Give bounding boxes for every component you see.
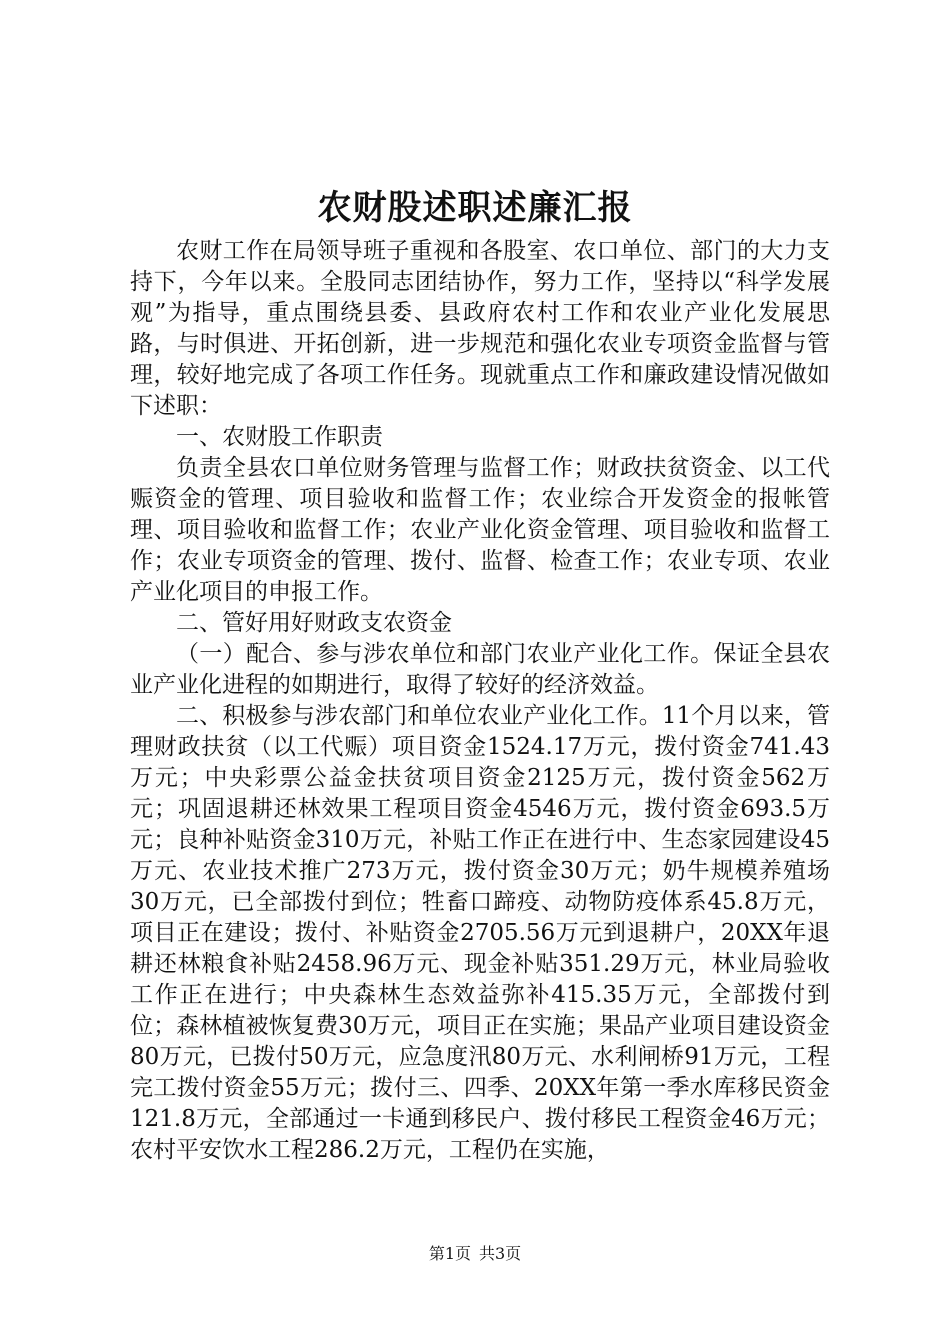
- page-footer: [0, 1243, 950, 1265]
- paragraph-intro: 农财工作在局领导班子重视和各股室、农口单位、部门的大力支持下，今年以来。全股同志团结协作，努力工作，坚持以“科学发展观”为指导，重点围绕县委、县政府农村工作和农业产业化发展思路，与时俱进、开拓创新，进一步规范和强化农业专项资金监督与管理，较好地完成了各项工作任务。现就重点工作和廉政建设情况做如下述职：: [130, 238, 830, 419]
- paragraph-subsection-1: （一）配合、参与涉农单位和部门农业产业化工作。保证全县农业产业化进程的如期进行，取得了较好的经济效益。: [130, 641, 830, 698]
- page-number: 第1页: [428, 1244, 471, 1263]
- paragraph-duties: 负责全县农口单位财务管理与监督工作；财政扶贫资金、以工代赈资金的管理、项目验收和监督工作；农业综合开发资金的报帐管理、项目验收和监督工作；农业产业化资金管理、项目验收和监督工作；农业专项资金的管理、拨付、监督、检查工作；农业专项、农业产业化项目的申报工作。: [130, 455, 830, 605]
- section-heading-1: 一、农财股工作职责: [176, 424, 383, 450]
- document-body: [130, 236, 830, 1166]
- paragraph-funds: 二、积极参与涉农部门和单位农业产业化工作。11个月以来，管理财政扶贫（以工代赈）项目资金1524.17万元，拨付资金741.43万元；中央彩票公益金扶贫项目资金2125万元，拨付资金562万元；巩固退耕还林效果工程项目资金4546万元，拨付资金693.5万元；良种补贴资金310万元，补贴工作正在进行中、生态家园建设45万元、农业技术推广273万元，拨付资金30万元；奶牛规模养殖场30万元，已全部拨付到位；牲畜口蹄疫、动物防疫体系45.8万元，项目正在建设；拨付、补贴资金2705.56万元到退耕户，20XX年退耕还林粮食补贴2458.96万元、现金补贴351.29万元，林业局验收工作正在进行；中央森林生态效益弥补415.35万元，全部拨付到位；森林植被恢复费30万元，项目正在实施；果品产业项目建设资金80万元，已拨付50万元，应急度汛80万元、水利闸桥91万元，工程完工拨付资金55万元；拨付三、四季、20XX年第一季水库移民资金121.8万元，全部通过一卡通到移民户、拨付移民工程资金46万元；农村平安饮水工程286.2万元，工程仍在实施，: [130, 703, 830, 1163]
- document-title: 农财股述职述廉汇报: [317, 188, 633, 228]
- page-total: 共3页: [479, 1244, 522, 1263]
- section-heading-2: 二、管好用好财政支农资金: [176, 610, 452, 636]
